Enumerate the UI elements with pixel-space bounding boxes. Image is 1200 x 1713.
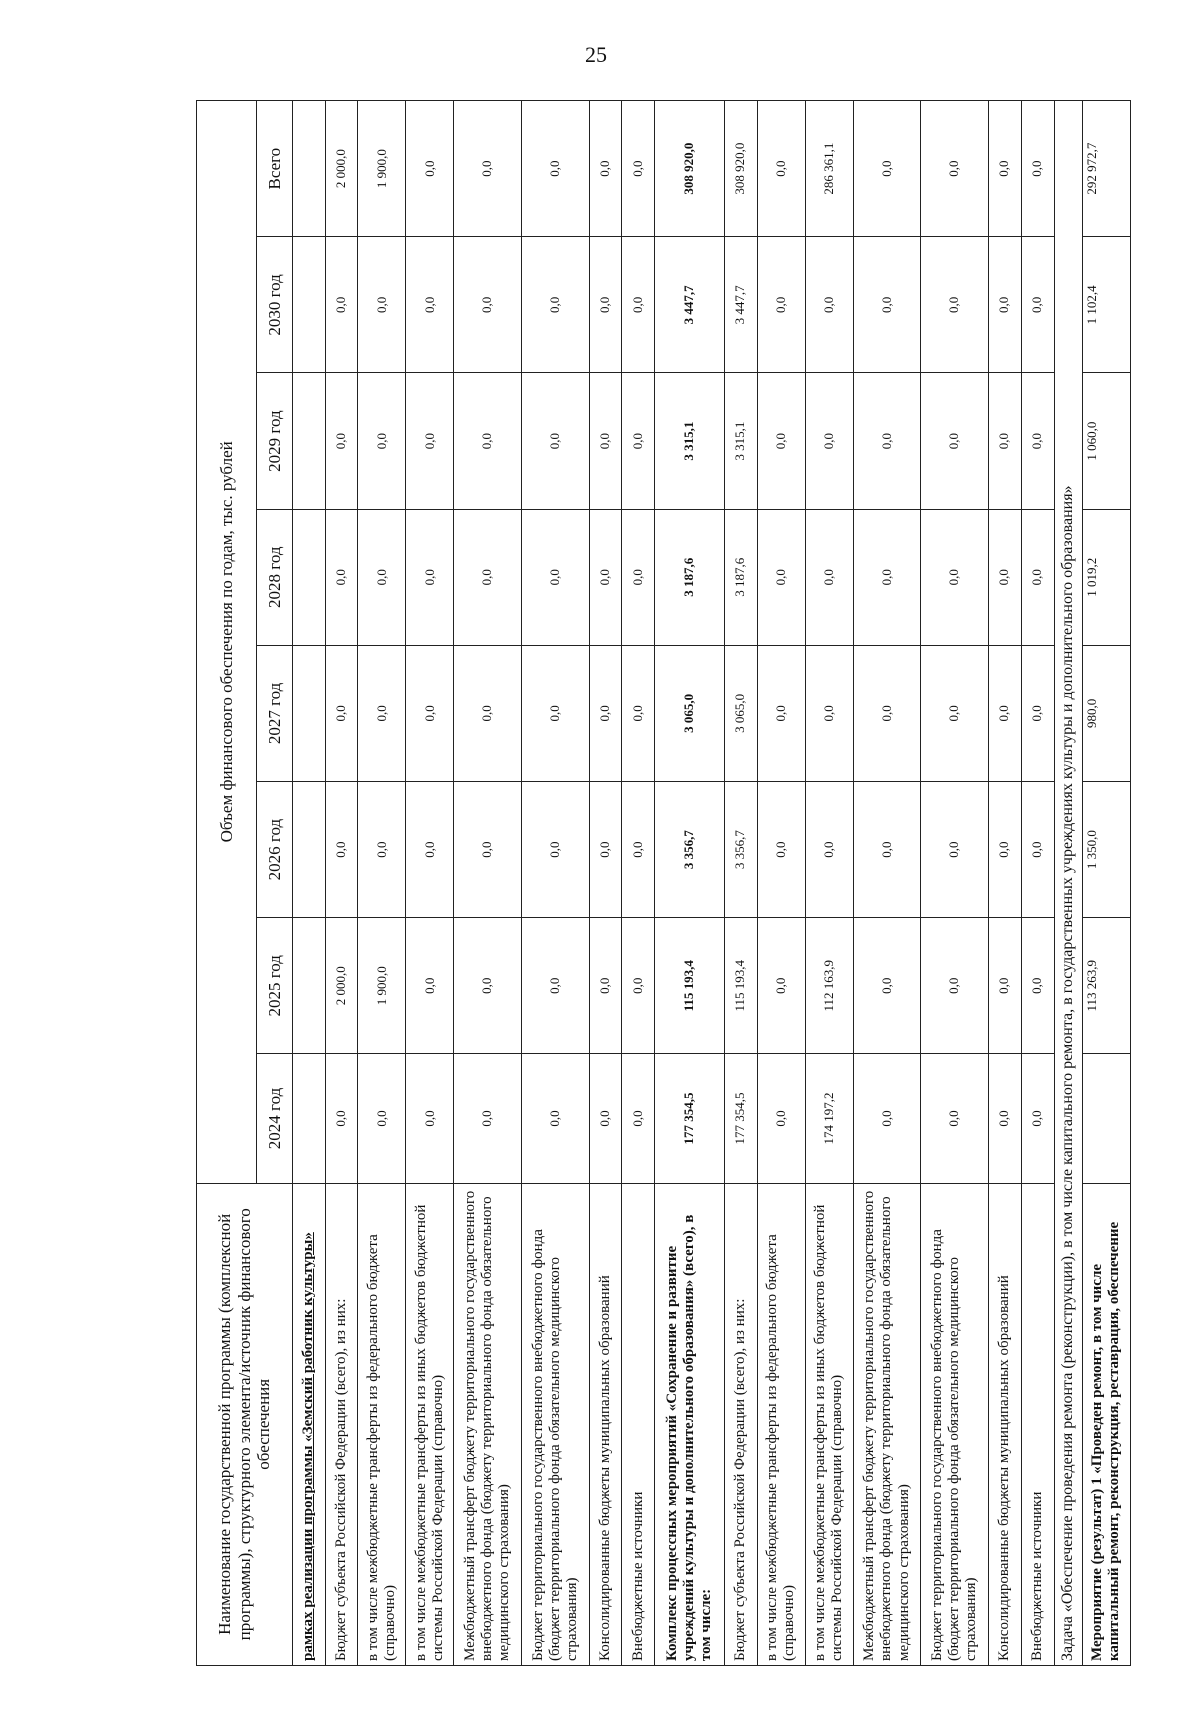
row-label: в том числе межбюджетные трансферты из иных бюджетов бюджетной системы Российской Федерации (справочно)	[805, 1183, 853, 1665]
value-cell: 0,0	[406, 509, 454, 645]
value-cell: 0,0	[454, 237, 522, 373]
value-cell: 0,0	[921, 237, 989, 373]
row-label: Комплекс процессных мероприятий «Сохранение и развитие учреждений культуры и дополнительного образования» (всего), в том числе:	[655, 1183, 725, 1665]
value-cell: 308 920,0	[655, 101, 725, 237]
page-number: 25	[585, 42, 607, 67]
row-label: Внебюджетные источники	[622, 1183, 655, 1665]
value-cell: 0,0	[589, 782, 622, 918]
value-cell: 115 193,4	[655, 918, 725, 1054]
value-cell: 0,0	[358, 237, 406, 373]
value-cell: 0,0	[622, 509, 655, 645]
year-header: 2029 год	[257, 373, 293, 509]
value-cell: 0,0	[522, 101, 590, 237]
value-cell	[293, 918, 326, 1054]
value-cell: 0,0	[406, 918, 454, 1054]
value-cell: 0,0	[805, 237, 853, 373]
value-cell: 0,0	[522, 918, 590, 1054]
name-column-header: Наименование государственной программы (комплексной программы), структурного элемента/источник финансового обеспечения	[197, 1183, 293, 1665]
value-cell: 0,0	[989, 645, 1022, 781]
funding-table	[196, 100, 1131, 1666]
value-cell	[1082, 1054, 1130, 1183]
value-cell: 0,0	[589, 237, 622, 373]
value-cell: 115 193,4	[725, 918, 758, 1054]
value-cell: 3 187,6	[725, 509, 758, 645]
value-cell: 0,0	[454, 918, 522, 1054]
value-cell: 0,0	[522, 782, 590, 918]
value-cell	[293, 509, 326, 645]
value-cell: 0,0	[853, 101, 921, 237]
table-row	[589, 101, 622, 1666]
value-cell: 0,0	[989, 782, 1022, 918]
year-header: 2026 год	[257, 782, 293, 918]
value-cell: 177 354,5	[655, 1054, 725, 1183]
value-cell: 0,0	[325, 373, 358, 509]
value-cell: 113 263,9	[1082, 918, 1130, 1054]
value-cell: 1 350,0	[1082, 782, 1130, 918]
value-cell: 0,0	[589, 1054, 622, 1183]
value-cell: 1 900,0	[358, 918, 406, 1054]
value-cell: 0,0	[1021, 645, 1054, 781]
value-cell: 0,0	[406, 237, 454, 373]
value-cell: 0,0	[757, 373, 805, 509]
year-header: 2024 год	[257, 1054, 293, 1183]
value-cell: 0,0	[757, 1054, 805, 1183]
value-cell: 0,0	[921, 101, 989, 237]
value-cell: 0,0	[757, 237, 805, 373]
value-cell: 1 900,0	[358, 101, 406, 237]
table-row	[1021, 101, 1054, 1666]
value-cell: 0,0	[921, 1054, 989, 1183]
value-cell: 0,0	[757, 918, 805, 1054]
value-cell: 0,0	[853, 373, 921, 509]
value-cell: 0,0	[358, 1054, 406, 1183]
year-header: 2030 год	[257, 237, 293, 373]
value-cell: 3 315,1	[725, 373, 758, 509]
table-row	[805, 101, 853, 1666]
value-cell: 0,0	[921, 509, 989, 645]
value-cell: 0,0	[325, 1054, 358, 1183]
rotated-table-wrapper	[196, 100, 1131, 1666]
value-cell: 0,0	[622, 373, 655, 509]
value-cell	[293, 373, 326, 509]
value-cell: 0,0	[454, 101, 522, 237]
value-cell	[293, 1054, 326, 1183]
row-label: Межбюджетный трансферт бюджету территориального государственного внебюджетного фонда (бюджету территориального фонда обязательного медицинского страхования)	[853, 1183, 921, 1665]
table-row	[655, 101, 725, 1666]
value-cell: 0,0	[406, 101, 454, 237]
value-cell: 0,0	[522, 645, 590, 781]
value-cell: 0,0	[522, 509, 590, 645]
value-cell: 0,0	[589, 509, 622, 645]
value-cell: 286 361,1	[805, 101, 853, 237]
value-cell: 0,0	[989, 509, 1022, 645]
value-cell: 0,0	[921, 782, 989, 918]
value-cell: 0,0	[325, 782, 358, 918]
value-cell: 2 000,0	[325, 918, 358, 1054]
value-cell: 0,0	[853, 509, 921, 645]
value-cell: 0,0	[406, 645, 454, 781]
value-cell: 0,0	[522, 373, 590, 509]
value-cell: 0,0	[522, 1054, 590, 1183]
value-cell: 0,0	[325, 237, 358, 373]
value-cell: 308 920,0	[725, 101, 758, 237]
volume-column-header: Объем финансового обеспечения по годам, тыс. рублей	[197, 101, 257, 1184]
value-cell: 0,0	[589, 373, 622, 509]
table-row	[358, 101, 406, 1666]
row-label: Бюджет субъекта Российской Федерации (всего), из них:	[325, 1183, 358, 1665]
value-cell: 0,0	[325, 509, 358, 645]
value-cell: 3 315,1	[655, 373, 725, 509]
value-cell: 0,0	[622, 918, 655, 1054]
value-cell: 0,0	[454, 509, 522, 645]
value-cell: 0,0	[757, 509, 805, 645]
value-cell: 0,0	[1021, 237, 1054, 373]
table-row	[1082, 101, 1130, 1666]
table-row	[406, 101, 454, 1666]
value-cell: 0,0	[358, 782, 406, 918]
value-cell: 0,0	[989, 373, 1022, 509]
row-label: Внебюджетные источники	[1021, 1183, 1054, 1665]
value-cell: 0,0	[522, 237, 590, 373]
value-cell: 0,0	[406, 373, 454, 509]
year-header: 2025 год	[257, 918, 293, 1054]
row-label: в том числе межбюджетные трансферты из иных бюджетов бюджетной системы Российской Федерации (справочно)	[406, 1183, 454, 1665]
year-header: 2028 год	[257, 509, 293, 645]
value-cell: 0,0	[853, 645, 921, 781]
value-cell	[293, 782, 326, 918]
table-row	[725, 101, 758, 1666]
value-cell: 0,0	[1021, 509, 1054, 645]
value-cell: 980,0	[1082, 645, 1130, 781]
row-label: в том числе межбюджетные трансферты из федерального бюджета (справочно)	[757, 1183, 805, 1665]
value-cell: 174 197,2	[805, 1054, 853, 1183]
value-cell: 0,0	[622, 1054, 655, 1183]
value-cell: 0,0	[757, 101, 805, 237]
table-row	[921, 101, 989, 1666]
table-row	[853, 101, 921, 1666]
value-cell: 0,0	[757, 782, 805, 918]
value-cell: 3 187,6	[655, 509, 725, 645]
value-cell: 0,0	[358, 509, 406, 645]
table-row	[989, 101, 1022, 1666]
value-cell: 0,0	[853, 918, 921, 1054]
value-cell: 0,0	[921, 918, 989, 1054]
value-cell: 3 447,7	[655, 237, 725, 373]
table-row	[293, 101, 326, 1666]
value-cell: 0,0	[1021, 101, 1054, 237]
row-label: Бюджет субъекта Российской Федерации (всего), из них:	[725, 1183, 758, 1665]
table-row	[622, 101, 655, 1666]
value-cell: 0,0	[805, 509, 853, 645]
value-cell: 0,0	[358, 645, 406, 781]
table-row	[522, 101, 590, 1666]
value-cell: 0,0	[805, 782, 853, 918]
value-cell	[293, 101, 326, 237]
row-label: Мероприятие (результат) 1 «Проведен ремонт, в том числе капитальный ремонт, реконструкция, реставрация, обеспечение	[1082, 1183, 1130, 1665]
value-cell: 0,0	[406, 1054, 454, 1183]
row-label: Бюджет территориального государственного внебюджетного фонда (бюджет территориального фонда обязательного медицинского страхования)	[522, 1183, 590, 1665]
value-cell: 177 354,5	[725, 1054, 758, 1183]
value-cell: 0,0	[589, 101, 622, 237]
value-cell	[293, 645, 326, 781]
value-cell: 0,0	[589, 645, 622, 781]
value-cell: 0,0	[853, 782, 921, 918]
value-cell: 0,0	[1021, 1054, 1054, 1183]
value-cell: 1 102,4	[1082, 237, 1130, 373]
value-cell: 0,0	[622, 101, 655, 237]
row-label: в том числе межбюджетные трансферты из федерального бюджета (справочно)	[358, 1183, 406, 1665]
value-cell: 0,0	[358, 373, 406, 509]
value-cell: 0,0	[622, 645, 655, 781]
value-cell: 0,0	[989, 101, 1022, 237]
value-cell: 0,0	[757, 645, 805, 781]
value-cell: 3 065,0	[725, 645, 758, 781]
row-label: Консолидированные бюджеты муниципальных образований	[589, 1183, 622, 1665]
value-cell: 1 060,0	[1082, 373, 1130, 509]
value-cell: 0,0	[622, 237, 655, 373]
table-row	[757, 101, 805, 1666]
value-cell: 0,0	[921, 373, 989, 509]
value-cell: 0,0	[1021, 782, 1054, 918]
value-cell: 0,0	[805, 373, 853, 509]
task-text: Задача «Обеспечение проведения ремонта (реконструкции), в том числе капитального ремонта, в государственных учреждениях культуры и дополнительного образования»	[1054, 101, 1082, 1666]
value-cell: 0,0	[406, 782, 454, 918]
value-cell: 0,0	[454, 645, 522, 781]
value-cell: 0,0	[454, 1054, 522, 1183]
value-cell: 0,0	[454, 373, 522, 509]
row-label: Межбюджетный трансферт бюджету территориального государственного внебюджетного фонда (бюджету территориального фонда обязательного медицинского страхования)	[454, 1183, 522, 1665]
value-cell: 3 356,7	[655, 782, 725, 918]
table-row	[325, 101, 358, 1666]
value-cell: 0,0	[1021, 373, 1054, 509]
value-cell: 0,0	[989, 1054, 1022, 1183]
value-cell: 0,0	[853, 237, 921, 373]
value-cell: 0,0	[325, 645, 358, 781]
value-cell: 0,0	[989, 918, 1022, 1054]
value-cell: 3 065,0	[655, 645, 725, 781]
value-cell: 1 019,2	[1082, 509, 1130, 645]
value-cell: 2 000,0	[325, 101, 358, 237]
table-row	[454, 101, 522, 1666]
year-header: Всего	[257, 101, 293, 237]
year-header: 2027 год	[257, 645, 293, 781]
value-cell: 0,0	[989, 237, 1022, 373]
value-cell: 112 163,9	[805, 918, 853, 1054]
value-cell: 0,0	[589, 918, 622, 1054]
task-row	[1054, 101, 1082, 1666]
value-cell: 0,0	[805, 645, 853, 781]
row-label: Консолидированные бюджеты муниципальных образований	[989, 1183, 1022, 1665]
value-cell	[293, 237, 326, 373]
value-cell: 3 356,7	[725, 782, 758, 918]
value-cell: 0,0	[622, 782, 655, 918]
value-cell: 0,0	[1021, 918, 1054, 1054]
value-cell: 292 972,7	[1082, 101, 1130, 237]
value-cell: 0,0	[921, 645, 989, 781]
row-label: Бюджет территориального государственного внебюджетного фонда (бюджет территориального фонда обязательного медицинского страхования)	[921, 1183, 989, 1665]
row-label: рамках реализации программы «Земский работник культуры»	[293, 1183, 326, 1665]
value-cell: 3 447,7	[725, 237, 758, 373]
value-cell: 0,0	[853, 1054, 921, 1183]
value-cell: 0,0	[454, 782, 522, 918]
